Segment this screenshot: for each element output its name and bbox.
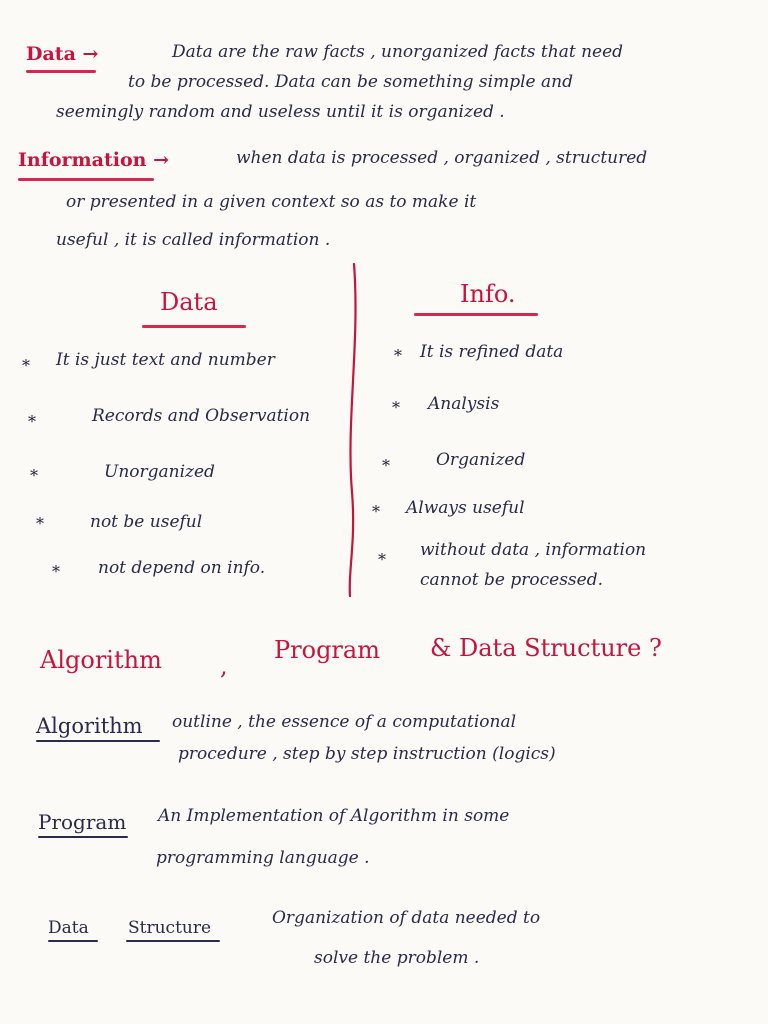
information-term: Information → bbox=[18, 149, 169, 171]
right-bullet-5: * bbox=[378, 550, 386, 569]
right-item-3: Organized bbox=[436, 450, 526, 470]
algorithm-def-line-2: procedure , step by step instruction (logics) bbox=[178, 744, 556, 764]
data-term-underline bbox=[26, 70, 96, 73]
left-bullet-2: * bbox=[28, 412, 36, 431]
algorithm-term: Algorithm bbox=[36, 714, 143, 738]
left-item-5: not depend on info. bbox=[98, 558, 266, 578]
left-item-1: It is just text and number bbox=[56, 350, 275, 370]
comparison-divider bbox=[340, 262, 370, 598]
data-structure-def-line-2: solve the problem . bbox=[314, 948, 480, 968]
right-bullet-2: * bbox=[392, 398, 400, 417]
program-def-line-2: programming language . bbox=[156, 848, 370, 868]
info-def-line-1: when data is processed , organized , structured bbox=[236, 148, 648, 168]
information-term-underline bbox=[18, 178, 154, 181]
left-bullet-1: * bbox=[22, 356, 30, 375]
algorithm-def-line-1: outline , the essence of a computational bbox=[172, 712, 517, 732]
right-item-1: It is refined data bbox=[420, 342, 564, 362]
left-bullet-4: * bbox=[36, 514, 44, 533]
left-bullet-5: * bbox=[52, 562, 60, 581]
program-term-underline bbox=[38, 836, 128, 838]
data-def-line-3: seemingly random and useless until it is organized . bbox=[56, 102, 505, 122]
data-structure-term-data: Data bbox=[48, 918, 89, 938]
right-item-4: Always useful bbox=[406, 498, 525, 518]
data-def-line-2: to be processed. Data can be something simple and bbox=[128, 72, 573, 92]
right-bullet-4: * bbox=[372, 502, 380, 521]
comparison-heading-data: Data bbox=[160, 288, 218, 316]
data-term: Data → bbox=[26, 43, 99, 65]
program-def-line-1: An Implementation of Algorithm in some bbox=[158, 806, 510, 826]
right-item-2: Analysis bbox=[428, 394, 500, 414]
right-bullet-3: * bbox=[382, 456, 390, 475]
info-def-line-2: or presented in a given context so as to make it bbox=[66, 192, 477, 212]
right-item-5: without data , information bbox=[420, 540, 647, 560]
data-structure-term-structure-underline bbox=[126, 940, 220, 942]
left-bullet-3: * bbox=[30, 466, 38, 485]
left-item-4: not be useful bbox=[90, 512, 203, 532]
comparison-heading-data-underline bbox=[142, 325, 246, 328]
data-def-line-1: Data are the raw facts , unorganized facts that need bbox=[172, 42, 624, 62]
program-term: Program bbox=[38, 810, 127, 834]
info-def-line-3: useful , it is called information . bbox=[56, 230, 331, 250]
apd-heading-comma: , bbox=[220, 652, 228, 680]
comparison-heading-info: Info. bbox=[460, 280, 516, 308]
algorithm-term-underline bbox=[36, 740, 160, 742]
right-item-6: cannot be processed. bbox=[420, 570, 603, 590]
data-structure-term-data-underline bbox=[48, 940, 98, 942]
right-bullet-1: * bbox=[394, 346, 402, 365]
comparison-heading-info-underline bbox=[414, 313, 538, 316]
apd-heading-program: Program bbox=[274, 636, 380, 664]
left-item-2: Records and Observation bbox=[92, 406, 311, 426]
left-item-3: Unorganized bbox=[104, 462, 215, 482]
apd-heading-algorithm: Algorithm bbox=[40, 646, 162, 674]
data-structure-term-structure: Structure bbox=[128, 918, 212, 938]
apd-heading-data-structure: & Data Structure ? bbox=[430, 634, 662, 662]
data-structure-def-line-1: Organization of data needed to bbox=[272, 908, 541, 928]
